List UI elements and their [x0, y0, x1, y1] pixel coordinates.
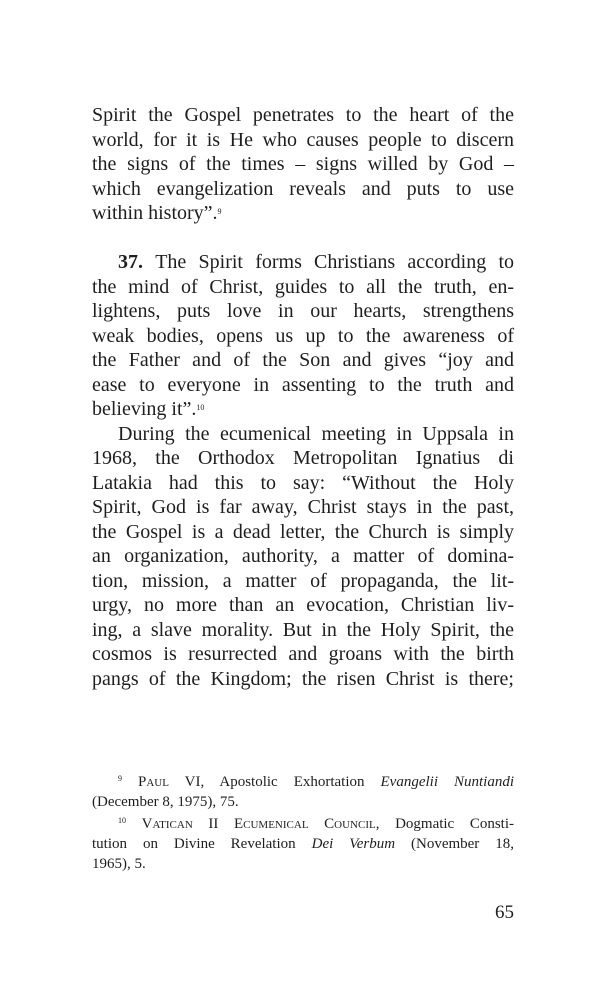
footnote-number: 9: [118, 774, 122, 783]
text-line: the signs of the times – signs willed by God –: [92, 153, 514, 175]
text-line: (December 8, 1975), 75.: [92, 794, 239, 810]
text-line: Spirit, God is far away, Christ stays in the past,: [92, 496, 514, 518]
text-line: cosmos is resurrected and groans with the birth: [92, 643, 514, 665]
text: (November 18,: [395, 836, 514, 852]
footnote-ref: 10: [196, 403, 205, 412]
text-line: Latakia had this to say: “Without the Holy: [92, 471, 514, 494]
text-line: the Father and of the Son and gives “joy and: [92, 349, 514, 371]
text: The Spirit forms Christians according to: [155, 251, 514, 273]
text-line: [92, 397, 514, 422]
text-line: an organization, authority, a matter of domina-: [92, 545, 514, 567]
page-number: 65: [495, 902, 514, 923]
text-line: Spirit the Gospel penetrates to the heart of the: [92, 104, 514, 126]
text-line: During the ecumenical meeting in Uppsala in: [118, 422, 514, 445]
text: VI, Apostolic Exhortation: [168, 774, 381, 790]
text-line: world, for it is He who causes people to discern: [92, 128, 514, 151]
text: within history”.: [92, 202, 218, 224]
footnote-number: 10: [118, 816, 126, 825]
text-line: tion, mission, a matter of propaganda, the lit-: [92, 569, 514, 592]
text-line: the Gospel is a dead letter, the Church is simply: [92, 520, 514, 543]
text-line: urgy, no more than an evocation, Christian liv-: [92, 594, 514, 616]
text-line: which evangelization reveals and puts to use: [92, 177, 514, 200]
footnote-9: [92, 772, 514, 792]
text: believing it”.: [92, 398, 197, 420]
title: Evangelii Nuntiandi: [380, 774, 514, 790]
paragraph-uppsala: [92, 422, 514, 692]
text-line: 1968, the Orthodox Metropolitan Ignatius di: [92, 447, 514, 469]
text-line: pangs of the Kingdom; the risen Christ is there;: [92, 667, 514, 690]
footnote-ref: 9: [217, 207, 222, 216]
text: tution on Divine Revelation: [92, 836, 312, 852]
text-line: the mind of Christ, guides to all the truth, en-: [92, 275, 514, 298]
author: Vatican II Ecumenical Council: [141, 816, 376, 832]
text-line: [92, 834, 514, 854]
text-line: ease to everyone in assenting to the truth and: [92, 373, 514, 396]
paragraph-37: [92, 250, 514, 422]
author: Paul: [137, 774, 169, 790]
text-line: [92, 250, 514, 275]
footnote-10: [92, 814, 514, 834]
text-line: lightens, puts love in our hearts, strengthens: [92, 300, 514, 322]
footnotes: [92, 772, 514, 874]
text: , Dogmatic Consti-: [375, 816, 514, 832]
paragraph-continued: [92, 103, 514, 226]
text-line: weak bodies, opens us up to the awareness of: [92, 324, 514, 347]
title: Dei Verbum: [311, 836, 396, 852]
text-line: 1965), 5.: [92, 856, 146, 872]
text-line: [92, 201, 514, 226]
paragraph-number: 37.: [118, 251, 143, 273]
text-line: ing, a slave morality. But in the Holy Spirit, the: [92, 618, 514, 641]
